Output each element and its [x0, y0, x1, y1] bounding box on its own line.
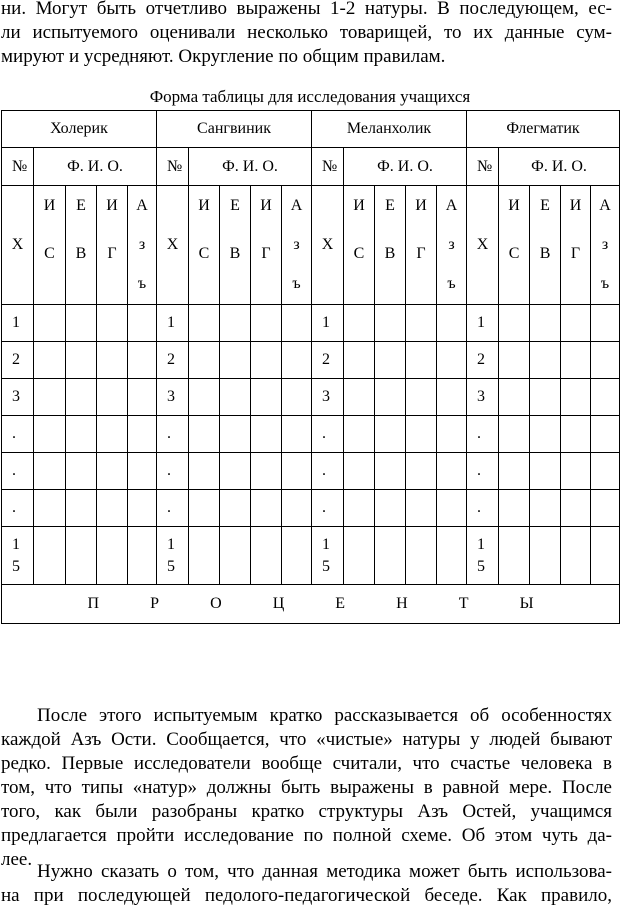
fio-header: Ф. И. О.: [344, 148, 467, 186]
sub-az: А з ъ: [591, 186, 620, 305]
row-number: 1: [157, 305, 189, 342]
body-p1-line-1: После этого испытуемым кратко рассказывается об особенностях: [37, 705, 612, 726]
intro-line-2: ли испытуемого оценивали несколько товарищей, то их данные сум-: [1, 22, 612, 43]
body-p1-line-3: редко. Первые исследователи вообще считали, что счастье человека в: [1, 753, 612, 774]
sub-x: Х: [467, 186, 499, 305]
row-number: 2: [2, 342, 34, 379]
no-header: №: [312, 148, 344, 186]
header-sub-row: [2, 186, 620, 305]
sub-az: А з ъ: [128, 186, 157, 305]
table-row: [2, 305, 620, 342]
sub-x: Х: [2, 186, 34, 305]
intro-line-3: мируют и усредняют. Округление по общим правилам.: [1, 46, 446, 67]
sub-is: И С: [499, 186, 530, 305]
sub-is: И С: [344, 186, 375, 305]
row-number: .: [2, 416, 34, 453]
body-p1-line-2: каждой Азъ Ости. Сообщается, что «чистые» натуры у людей бывают: [1, 729, 612, 750]
row-number: .: [467, 453, 499, 490]
percent-letter: Р: [150, 595, 160, 612]
row-number: 1 5: [312, 527, 344, 585]
body-p1-line-4: том, что типы «натур» должны быть выражены в равной мере. После: [1, 777, 612, 798]
intro-line-1: ни. Могут быть отчетливо выражены 1-2 натуры. В последующем, ес-: [1, 0, 612, 19]
percent-letter: Т: [458, 595, 469, 612]
sub-ig: И Г: [97, 186, 128, 305]
row-number: .: [467, 416, 499, 453]
row-number: 3: [157, 379, 189, 416]
percent-letter: Ы: [519, 595, 534, 612]
type-flegmatik: Флегматик: [467, 111, 620, 148]
body-p1-line-6: предлагается пройти исследование по полной схеме. Об этом чуть да-: [1, 825, 612, 846]
table-row: [2, 453, 620, 490]
fio-header: Ф. И. О.: [189, 148, 312, 186]
row-number: 2: [312, 342, 344, 379]
row-number: .: [312, 416, 344, 453]
sub-az: А з ъ: [282, 186, 312, 305]
table-row: [2, 379, 620, 416]
type-melancholik: Меланхолик: [312, 111, 467, 148]
row-number: .: [157, 416, 189, 453]
row-number: 1: [2, 305, 34, 342]
body-p1-line-7: лее.: [1, 849, 33, 870]
table-row: [2, 527, 620, 585]
sub-ev: Е В: [220, 186, 251, 305]
sub-ev: Е В: [375, 186, 406, 305]
row-number: 3: [312, 379, 344, 416]
percent-cell: [2, 585, 620, 624]
table-row: [2, 490, 620, 527]
row-number: 3: [2, 379, 34, 416]
table-caption: Форма таблицы для исследования учащихся: [149, 87, 471, 106]
sub-x: Х: [157, 186, 189, 305]
sub-ig: И Г: [561, 186, 591, 305]
percent-letter: Н: [396, 595, 408, 612]
sub-ig: И Г: [251, 186, 282, 305]
sub-x: Х: [312, 186, 344, 305]
row-number: 2: [157, 342, 189, 379]
fio-header: Ф. И. О.: [34, 148, 157, 186]
no-header: №: [157, 148, 189, 186]
percent-letter: Е: [335, 595, 346, 612]
sub-is: И С: [189, 186, 220, 305]
row-number: 2: [467, 342, 499, 379]
row-number: 1: [312, 305, 344, 342]
row-number: .: [2, 490, 34, 527]
table-row: [2, 342, 620, 379]
body-p2-line-1: Нужно сказать о том, что данная методика может быть использова-: [37, 861, 612, 882]
row-number: .: [467, 490, 499, 527]
row-number: 1 5: [2, 527, 34, 585]
row-number: .: [157, 453, 189, 490]
row-number: 1 5: [467, 527, 499, 585]
sub-ev: Е В: [530, 186, 561, 305]
body-p1-line-5: того, как были разобраны кратко структуры Азъ Остей, учащимся: [1, 801, 612, 822]
row-number: 3: [467, 379, 499, 416]
no-header: №: [467, 148, 499, 186]
type-cholerik: Холерик: [2, 111, 157, 148]
no-header: №: [2, 148, 34, 186]
row-number: 1: [467, 305, 499, 342]
header-types-row: [2, 111, 620, 148]
percent-row: [2, 585, 620, 624]
sub-ev: Е В: [66, 186, 97, 305]
sub-az: А з ъ: [437, 186, 467, 305]
row-number: .: [312, 453, 344, 490]
fio-header: Ф. И. О.: [499, 148, 620, 186]
row-number: .: [157, 490, 189, 527]
row-number: .: [2, 453, 34, 490]
sub-ig: И Г: [406, 186, 437, 305]
sub-is: И С: [34, 186, 66, 305]
body-p2-line-2: на при последующей педолого-педагогической беседе. Как правило,: [1, 885, 612, 906]
row-number: 1 5: [157, 527, 189, 585]
type-sangvinik: Сангвиник: [157, 111, 312, 148]
percent-letter: П: [87, 595, 100, 612]
row-number: .: [312, 490, 344, 527]
percent-letter: Ц: [272, 595, 285, 612]
percent-letter: О: [210, 595, 222, 612]
table-row: [2, 416, 620, 453]
study-table: [1, 110, 620, 624]
header-fio-row: [2, 148, 620, 186]
